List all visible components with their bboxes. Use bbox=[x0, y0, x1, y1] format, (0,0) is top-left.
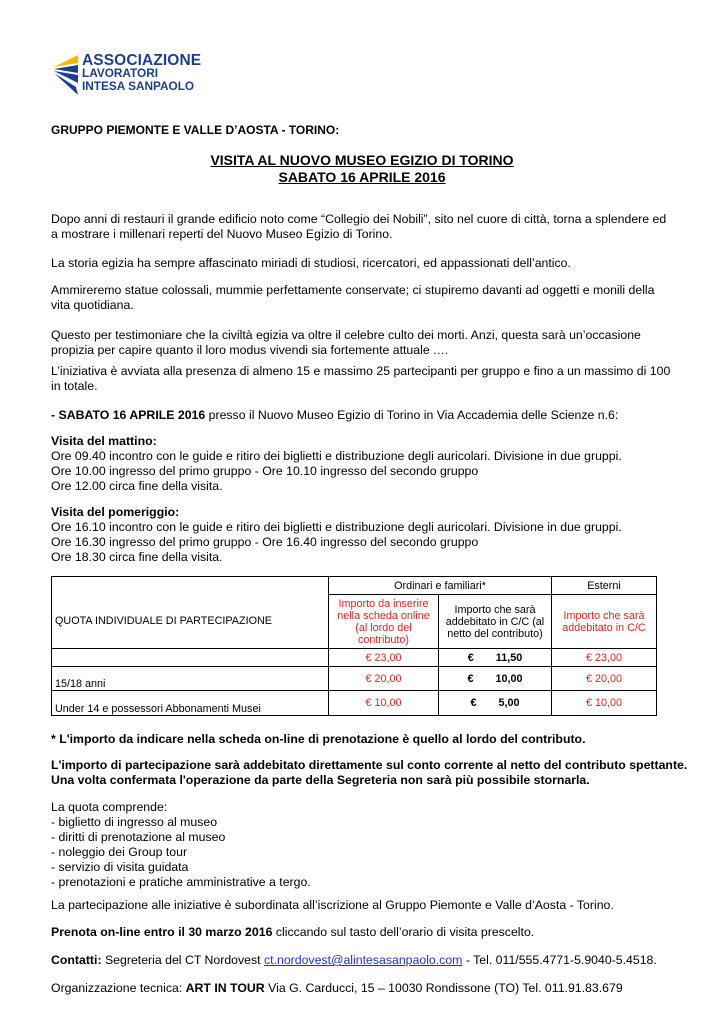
afternoon-heading: Visita del pomeriggio: bbox=[51, 505, 180, 519]
row-charged: 10,00 bbox=[495, 672, 523, 685]
association-logo bbox=[52, 53, 242, 101]
booking-line bbox=[51, 925, 691, 940]
includes-list bbox=[51, 800, 671, 890]
row-external: € 23,00 bbox=[552, 649, 657, 667]
table-row bbox=[52, 691, 657, 716]
col-online-amount: Importo da inserire nella scheda online (al lordo del contributo) bbox=[329, 595, 439, 649]
row-label: Under 14 e possessori Abbonamenti Musei bbox=[52, 691, 329, 716]
debit-note-line-2: Una volta confermata l'operazione da parte della Segreteria non sarà più possibile stornarla. bbox=[51, 773, 590, 787]
row-charged: 5,00 bbox=[498, 697, 520, 709]
row-currency: € bbox=[470, 697, 477, 709]
table-subheader-row bbox=[52, 595, 657, 649]
morning-line: Ore 09.40 incontro con le guide e ritiro dei biglietti e distribuzione degli auricolari. Divisione in due gruppi. bbox=[51, 449, 622, 463]
row-label: 15/18 anni bbox=[52, 667, 329, 691]
contacts-phone: - Tel. 011/555.4771-5.9040-5.4518. bbox=[462, 953, 657, 967]
afternoon-line: Ore 16.10 incontro con le guide e ritiro dei biglietti e distribuzione degli auricolari. Divisione in due gruppi. bbox=[51, 520, 622, 534]
event-date-title: SABATO 16 APRILE 2016 bbox=[278, 169, 446, 185]
date-location-line bbox=[51, 408, 671, 423]
afternoon-section bbox=[51, 505, 671, 565]
row-online: € 20,00 bbox=[329, 667, 439, 691]
col-external-amount: Importo che sarà addebitato in C/C bbox=[552, 595, 657, 649]
list-item: - servizio di visita guidata bbox=[51, 860, 189, 874]
row-external: € 20,00 bbox=[552, 667, 657, 691]
gross-amount-note: * L'importo da indicare nella scheda on-line di prenotazione è quello al lordo del contributo. bbox=[51, 732, 586, 746]
row-online: € 10,00 bbox=[329, 691, 439, 716]
afternoon-line: Ore 16.30 ingresso del primo gruppo - Ore 16.40 ingresso del secondo gruppo bbox=[51, 535, 479, 549]
row-external: € 10,00 bbox=[552, 691, 657, 716]
logo-line-3: INTESA SANPAOLO bbox=[82, 79, 195, 93]
debit-note bbox=[51, 758, 711, 788]
afternoon-line: Ore 18.30 circa fine della visita. bbox=[51, 550, 223, 564]
organizer-name: ART IN TOUR bbox=[185, 981, 265, 995]
morning-heading: Visita del mattino: bbox=[51, 434, 157, 448]
history-paragraph: La storia egizia ha sempre affascinato miriadi di studiosi, ricercatori, ed appassionati dell’antico. bbox=[51, 256, 571, 270]
contacts-label: Contatti: bbox=[51, 953, 102, 967]
list-item: - diritti di prenotazione al museo bbox=[51, 830, 226, 844]
table-row bbox=[52, 667, 657, 691]
statues-paragraph: Ammireremo statue colossali, mummie perfettamente conservate; ci stupiremo davanti ad oggetti e monili della vita quotidiana. bbox=[51, 283, 655, 312]
organization-line bbox=[51, 981, 711, 996]
subordinate-note: La partecipazione alle iniziative è subordinata all’iscrizione al Gruppo Piemonte e Valle d’Aosta - Torino. bbox=[51, 898, 614, 912]
booking-instructions: cliccando sul tasto dell’orario di visita prescelto. bbox=[272, 925, 535, 939]
list-item: - prenotazioni e pratiche amministrative a tergo. bbox=[51, 875, 311, 889]
list-item: - noleggio dei Group tour bbox=[51, 845, 188, 859]
contact-email-link[interactable]: ct.nordovest@alintesasanpaolo.com bbox=[264, 953, 463, 967]
table-row bbox=[52, 649, 657, 667]
event-title: VISITA AL NUOVO MUSEO EGIZIO DI TORINO bbox=[210, 152, 514, 168]
row-online: € 23,00 bbox=[329, 649, 439, 667]
list-item: - biglietto di ingresso al museo bbox=[51, 815, 218, 829]
civilization-paragraph: Questo per testimoniare che la civiltà egizia va oltre il celebre culto dei morti. Anzi, questa sarà un’occasione propizia per capire quanto il loro modus vivendi sia fortemente attuale .… bbox=[51, 328, 641, 357]
debit-note-line-1: L'importo di partecipazione sarà addebitato direttamente sul conto corrente al netto del contributo spettante. bbox=[51, 758, 688, 772]
logo-wing-icon bbox=[52, 53, 80, 99]
table-header-row bbox=[52, 577, 657, 595]
logo-line-1: ASSOCIAZIONE bbox=[82, 52, 202, 69]
row-charged: 11,50 bbox=[495, 651, 523, 664]
price-table bbox=[51, 576, 657, 716]
header-esterni: Esterni bbox=[552, 577, 657, 595]
participants-paragraph: L’iniziativa è avviata alla presenza di almeno 15 e massimo 25 partecipanti per gruppo e fino a un massimo di 100 in totale. bbox=[51, 364, 671, 393]
contacts-line bbox=[51, 953, 711, 968]
booking-deadline: Prenota on-line entro il 30 marzo 2016 bbox=[51, 925, 273, 939]
col-charged-amount: Importo che sarà addebitato in C/C (al netto del contributo) bbox=[439, 595, 552, 649]
quota-label: QUOTA INDIVIDUALE DI PARTECIPAZIONE bbox=[52, 595, 329, 649]
location-text: presso il Nuovo Museo Egizio di Torino in Via Accademia delle Scienze n.6: bbox=[205, 408, 619, 422]
header-ordinari: Ordinari e familiari* bbox=[329, 577, 552, 595]
morning-section bbox=[51, 434, 671, 494]
morning-line: Ore 10.00 ingresso del primo gruppo - Ore 10.10 ingresso del secondo gruppo bbox=[51, 464, 479, 478]
organizer-address: Via G. Carducci, 15 – 10030 Rondissone (TO) Tel. 011.91.83.679 bbox=[264, 981, 623, 995]
organization-label: Organizzazione tecnica: bbox=[51, 981, 186, 995]
row-currency: € bbox=[467, 651, 474, 664]
row-currency: € bbox=[467, 672, 474, 685]
group-heading: GRUPPO PIEMONTE E VALLE D’AOSTA - TORINO: bbox=[51, 123, 340, 137]
includes-heading: La quota comprende: bbox=[51, 800, 168, 814]
date-bold: - SABATO 16 APRILE 2016 bbox=[51, 408, 206, 422]
intro-paragraph: Dopo anni di restauri il grande edificio noto come “Collegio dei Nobili”, sito nel cuore di città, torna a splendere ed a mostrare i millenari reperti del Nuovo Museo Egizio di Torino. bbox=[51, 212, 667, 241]
morning-line: Ore 12.00 circa fine della visita. bbox=[51, 479, 223, 493]
row-label bbox=[52, 649, 329, 667]
logo-line-2: LAVORATORI bbox=[82, 66, 159, 80]
contacts-office: Segreteria del CT Nordovest bbox=[101, 953, 264, 967]
